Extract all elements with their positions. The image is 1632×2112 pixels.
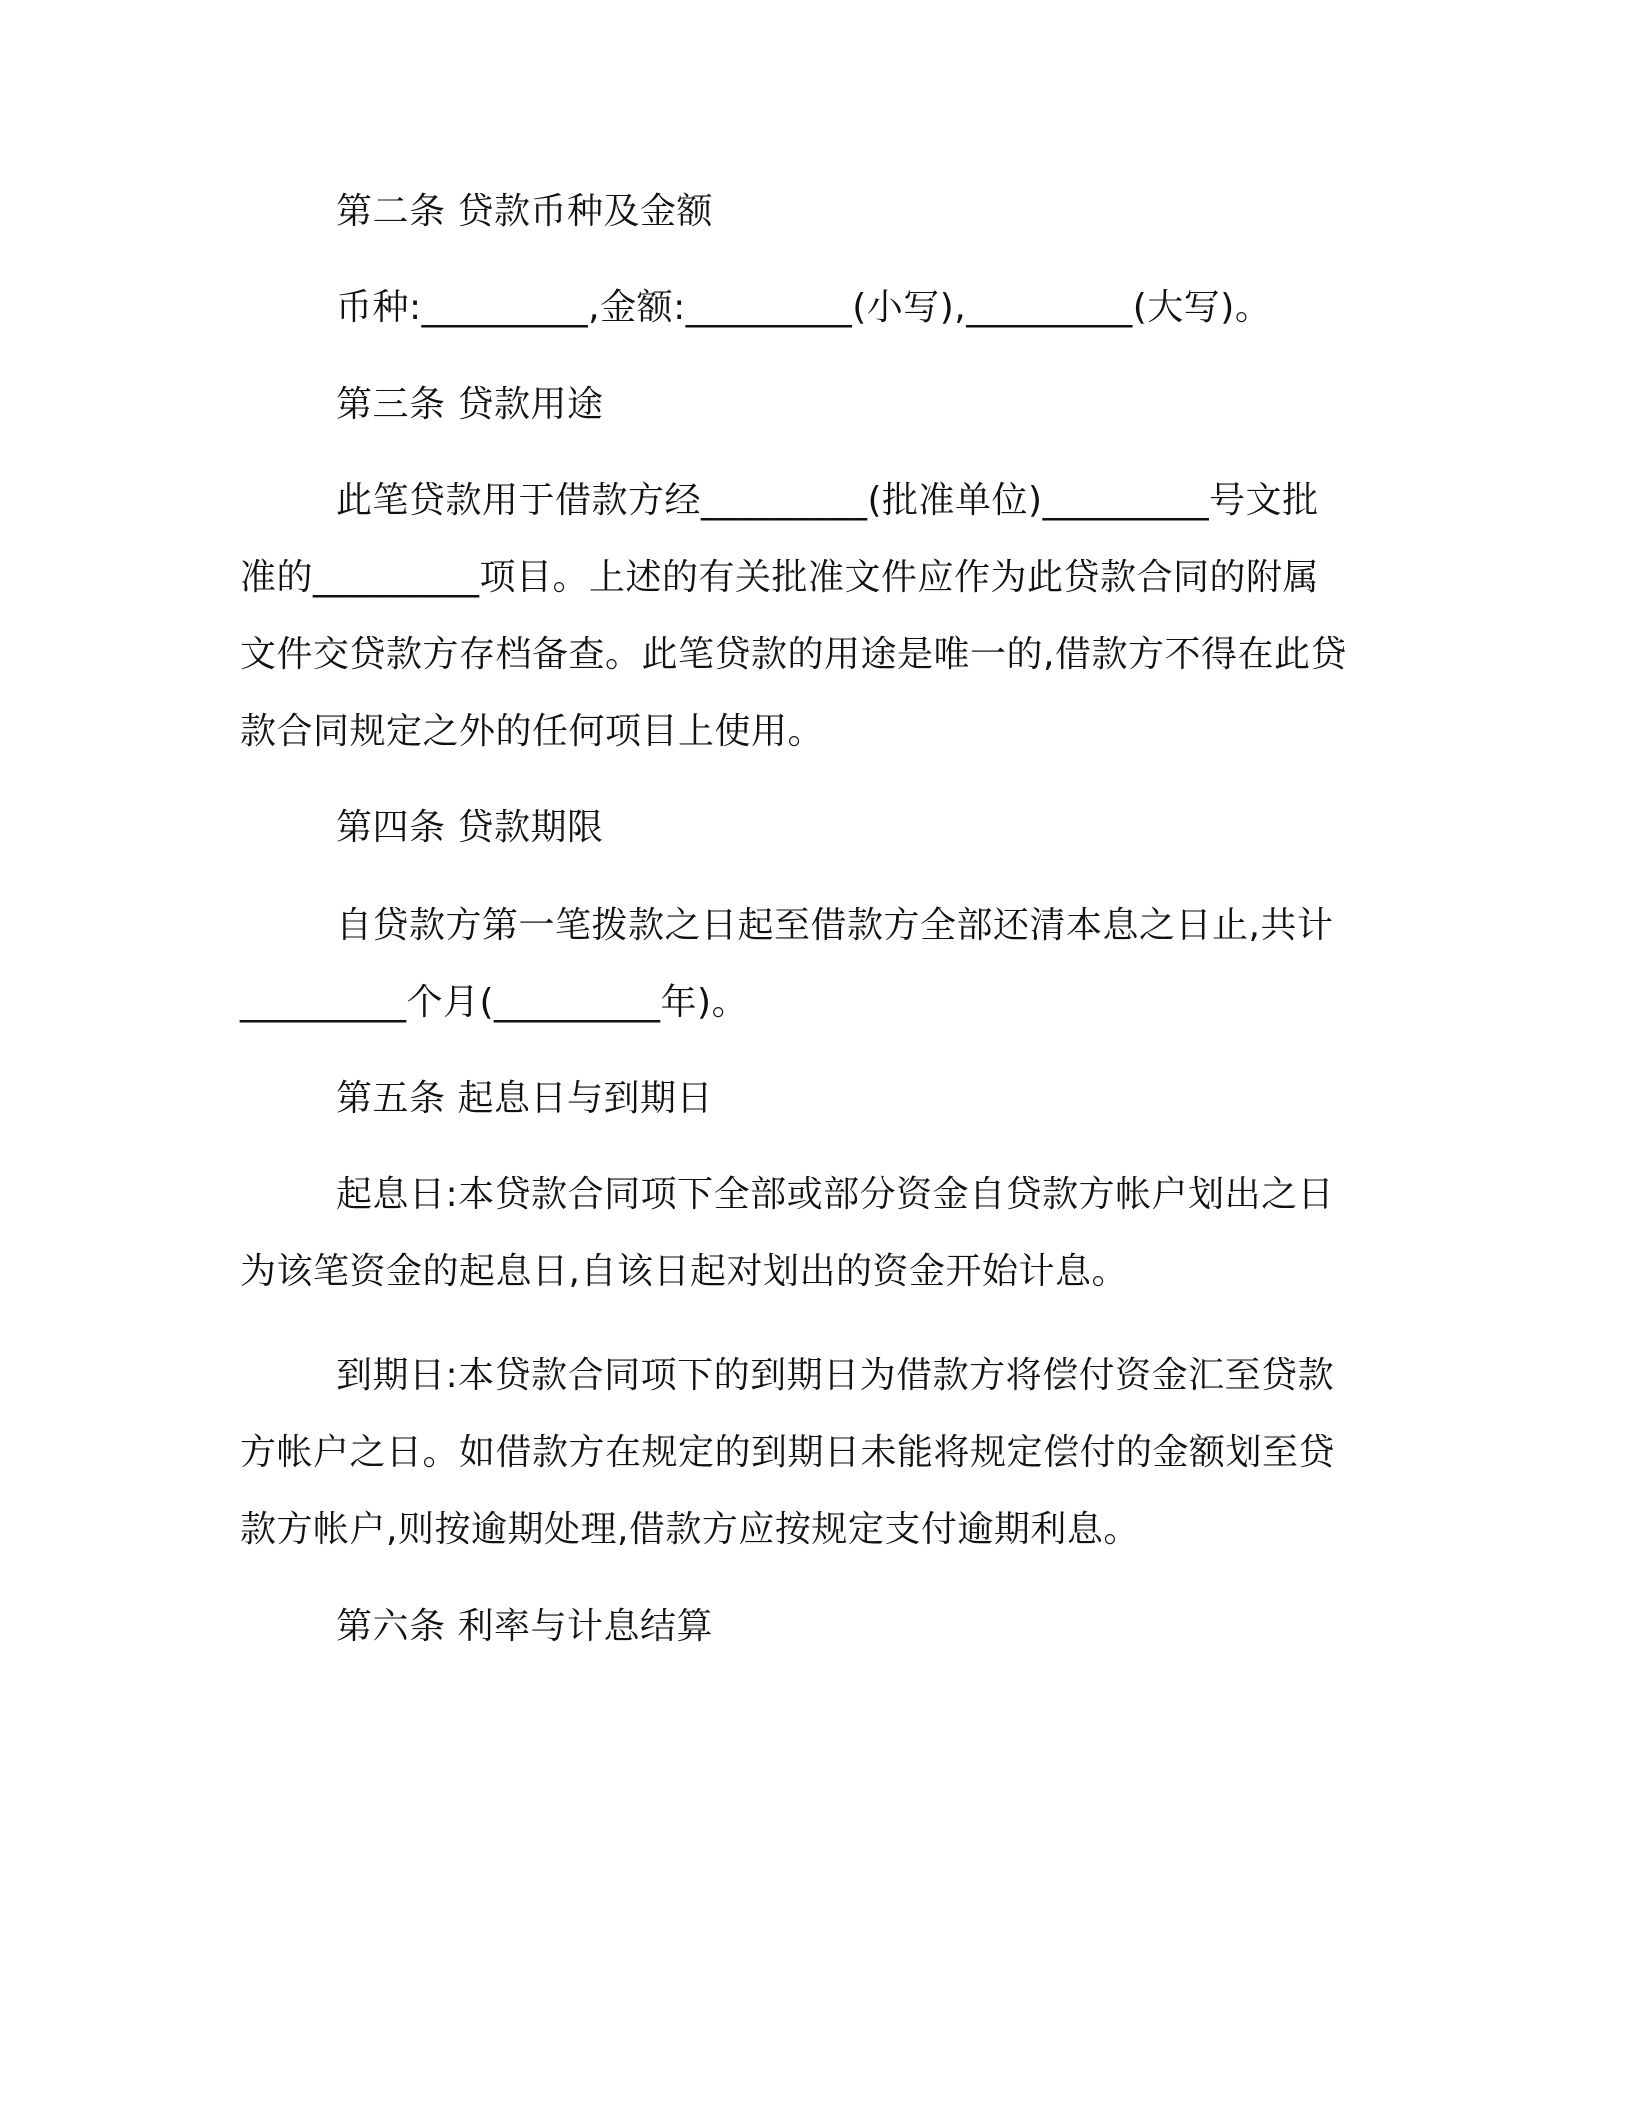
article-3-line-1: 此笔贷款用于借款方经_________(批准单位)_________号文批	[336, 480, 1319, 521]
article-5-start-line-1: 起息日:本贷款合同项下全部或部分资金自贷款方帐户划出之日	[336, 1174, 1335, 1215]
article-4-line-2: _________个月(_________年)。	[240, 982, 749, 1023]
article-2-heading: 第二条 贷款币种及金额	[336, 191, 713, 232]
document-body	[240, 190, 1362, 1649]
article-5-start-date	[240, 1156, 1362, 1310]
article-3-line-2: 准的_________项目。上述的有关批准文件应作为此贷款合同的附属	[240, 557, 1320, 598]
article-6-heading: 第六条 利率与计息结算	[336, 1606, 713, 1647]
article-3-line-4: 款合同规定之外的任何项目上使用。	[240, 711, 825, 752]
article-4-line-1: 自贷款方第一笔拨款之日起至借款方全部还清本息之日止,共计	[336, 905, 1334, 946]
article-3-heading: 第三条 贷款用途	[336, 384, 604, 425]
article-5-heading: 第五条 起息日与到期日	[336, 1078, 713, 1119]
article-5-due-line-1: 到期日:本贷款合同项下的到期日为借款方将偿付资金汇至贷款	[336, 1355, 1335, 1396]
article-4-body	[240, 887, 1362, 1041]
article-5-due-line-3: 款方帐户,则按逾期处理,借款方应按规定支付逾期利息。	[240, 1509, 1140, 1550]
article-3-line-3: 文件交贷款方存档备查。此笔贷款的用途是唯一的,借款方不得在此贷	[240, 634, 1347, 675]
article-5-start-line-2: 为该笔资金的起息日,自该日起对划出的资金开始计息。	[240, 1251, 1128, 1292]
article-5-due-date	[240, 1337, 1362, 1568]
article-4-heading: 第四条 贷款期限	[336, 807, 604, 848]
article-5-due-line-2: 方帐户之日。如借款方在规定的到期日未能将规定偿付的金额划至贷	[240, 1432, 1336, 1473]
article-3-body	[240, 462, 1362, 770]
article-2-currency-amount: 币种:_________,金额:_________(小写),_________(大写)。	[336, 287, 1272, 328]
